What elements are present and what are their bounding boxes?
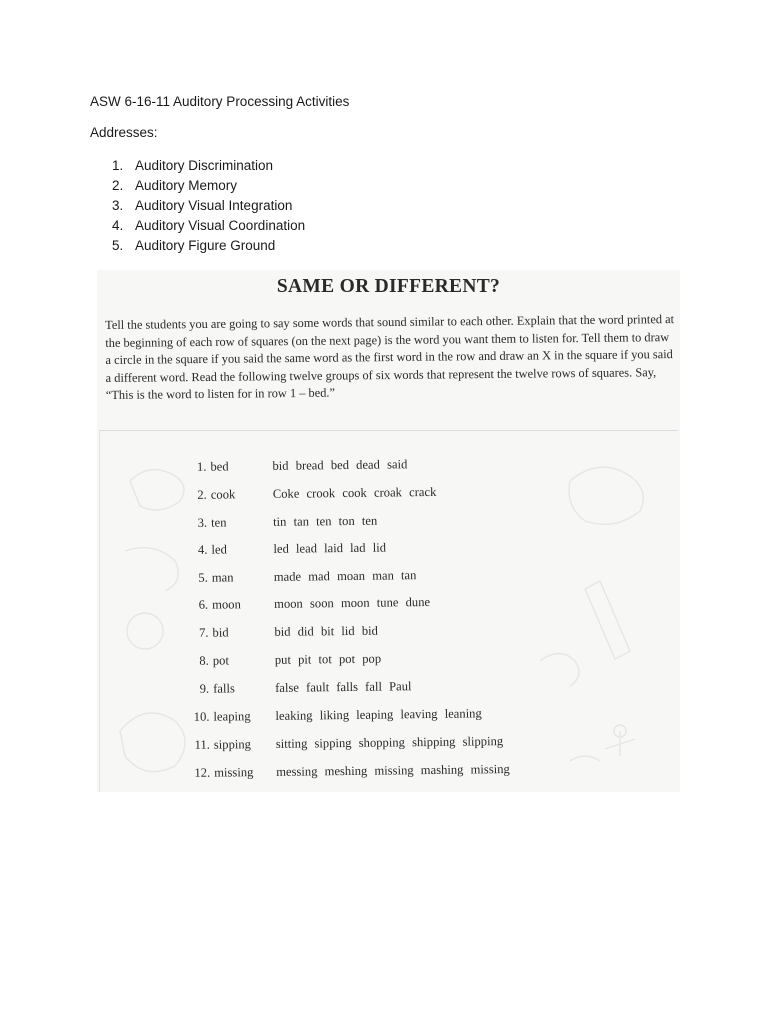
list-item-number: 3.: [112, 198, 124, 213]
list-item: [90, 176, 690, 196]
list-item-label: Auditory Discrimination: [135, 158, 274, 173]
row-words: made mad moan man tan: [273, 568, 417, 584]
addresses-label: Addresses:: [90, 125, 158, 140]
row-words: moon soon moon tune dune: [274, 594, 431, 611]
row-target-word: cook: [210, 487, 236, 502]
row-words: bid did bit lid bid: [274, 623, 379, 639]
row-number: 7.: [198, 625, 209, 640]
word-list-panel: [99, 430, 678, 792]
row-target-word: pot: [212, 653, 229, 668]
row-target-word: ten: [211, 515, 227, 530]
list-item-label: Auditory Memory: [135, 178, 238, 193]
row-target-word: sipping: [213, 737, 252, 752]
row-target-word: falls: [213, 681, 235, 696]
row-number: 5.: [198, 570, 208, 585]
row-target-word: leaping: [213, 709, 251, 724]
row-number: 11.: [194, 737, 210, 752]
row-words: messing meshing missing mashing missing: [276, 762, 510, 779]
document-title: ASW 6-16-11 Auditory Processing Activities: [90, 94, 350, 109]
row-target-word: man: [211, 570, 234, 585]
list-item-label: Auditory Figure Ground: [135, 238, 276, 253]
scanned-worksheet: [97, 270, 680, 792]
list-item-number: 4.: [112, 218, 124, 233]
word-rows: [100, 424, 680, 792]
row-number: 2.: [197, 487, 207, 502]
row-number: 3.: [197, 515, 208, 530]
list-item: [90, 236, 690, 256]
row-words: tin tan ten ton ten: [273, 513, 378, 529]
page-header: [90, 92, 690, 256]
row-words: leaking liking leaping leaving leaning: [275, 706, 482, 723]
row-target-word: bid: [212, 625, 229, 640]
list-item-label: Auditory Visual Coordination: [135, 218, 306, 233]
row-words: put pit tot pot pop: [274, 651, 382, 667]
list-item-number: 2.: [112, 178, 124, 193]
worksheet-title: SAME OR DIFFERENT?: [276, 276, 501, 297]
row-target-word: missing: [214, 765, 254, 780]
list-item: [90, 216, 690, 236]
row-number: 1.: [196, 459, 207, 474]
row-number: 4.: [197, 542, 208, 557]
list-item-label: Auditory Visual Integration: [135, 198, 293, 213]
list-item-number: 1.: [112, 158, 124, 173]
row-number: 9.: [199, 681, 210, 696]
row-target-word: bed: [210, 459, 229, 474]
worksheet-instructions: Tell the students you are going to say some words that sound similar to each other. Explain that the word printed at the beginning of each row of squares (on the next page) is the word you want them to listen for. Tell them to draw a circle in the square if you said the same word as the first word in the row and draw an X in the square if you said a different word. Read the following twelve groups of six words that represent the twelve rows of squares. Say, “This is the word to listen for in row 1 – bed.”: [105, 312, 675, 402]
row-target-word: led: [211, 542, 227, 557]
row-number: 10.: [193, 709, 210, 724]
row-number: 8.: [199, 653, 209, 668]
row-words: sitting sipping shopping shipping slipping: [275, 734, 504, 751]
row-words: false fault falls fall Paul: [275, 679, 412, 695]
row-words: Coke crook cook croak crack: [272, 484, 437, 501]
row-number: 12.: [194, 765, 211, 780]
row-words: led lead laid lad lid: [273, 540, 387, 556]
row-number: 6.: [198, 597, 209, 612]
list-item: [90, 196, 690, 216]
row-target-word: moon: [212, 597, 241, 612]
row-words: bid bread bed dead said: [272, 457, 408, 473]
address-list: [90, 156, 690, 256]
list-item: [90, 156, 690, 176]
list-item-number: 5.: [112, 238, 124, 253]
